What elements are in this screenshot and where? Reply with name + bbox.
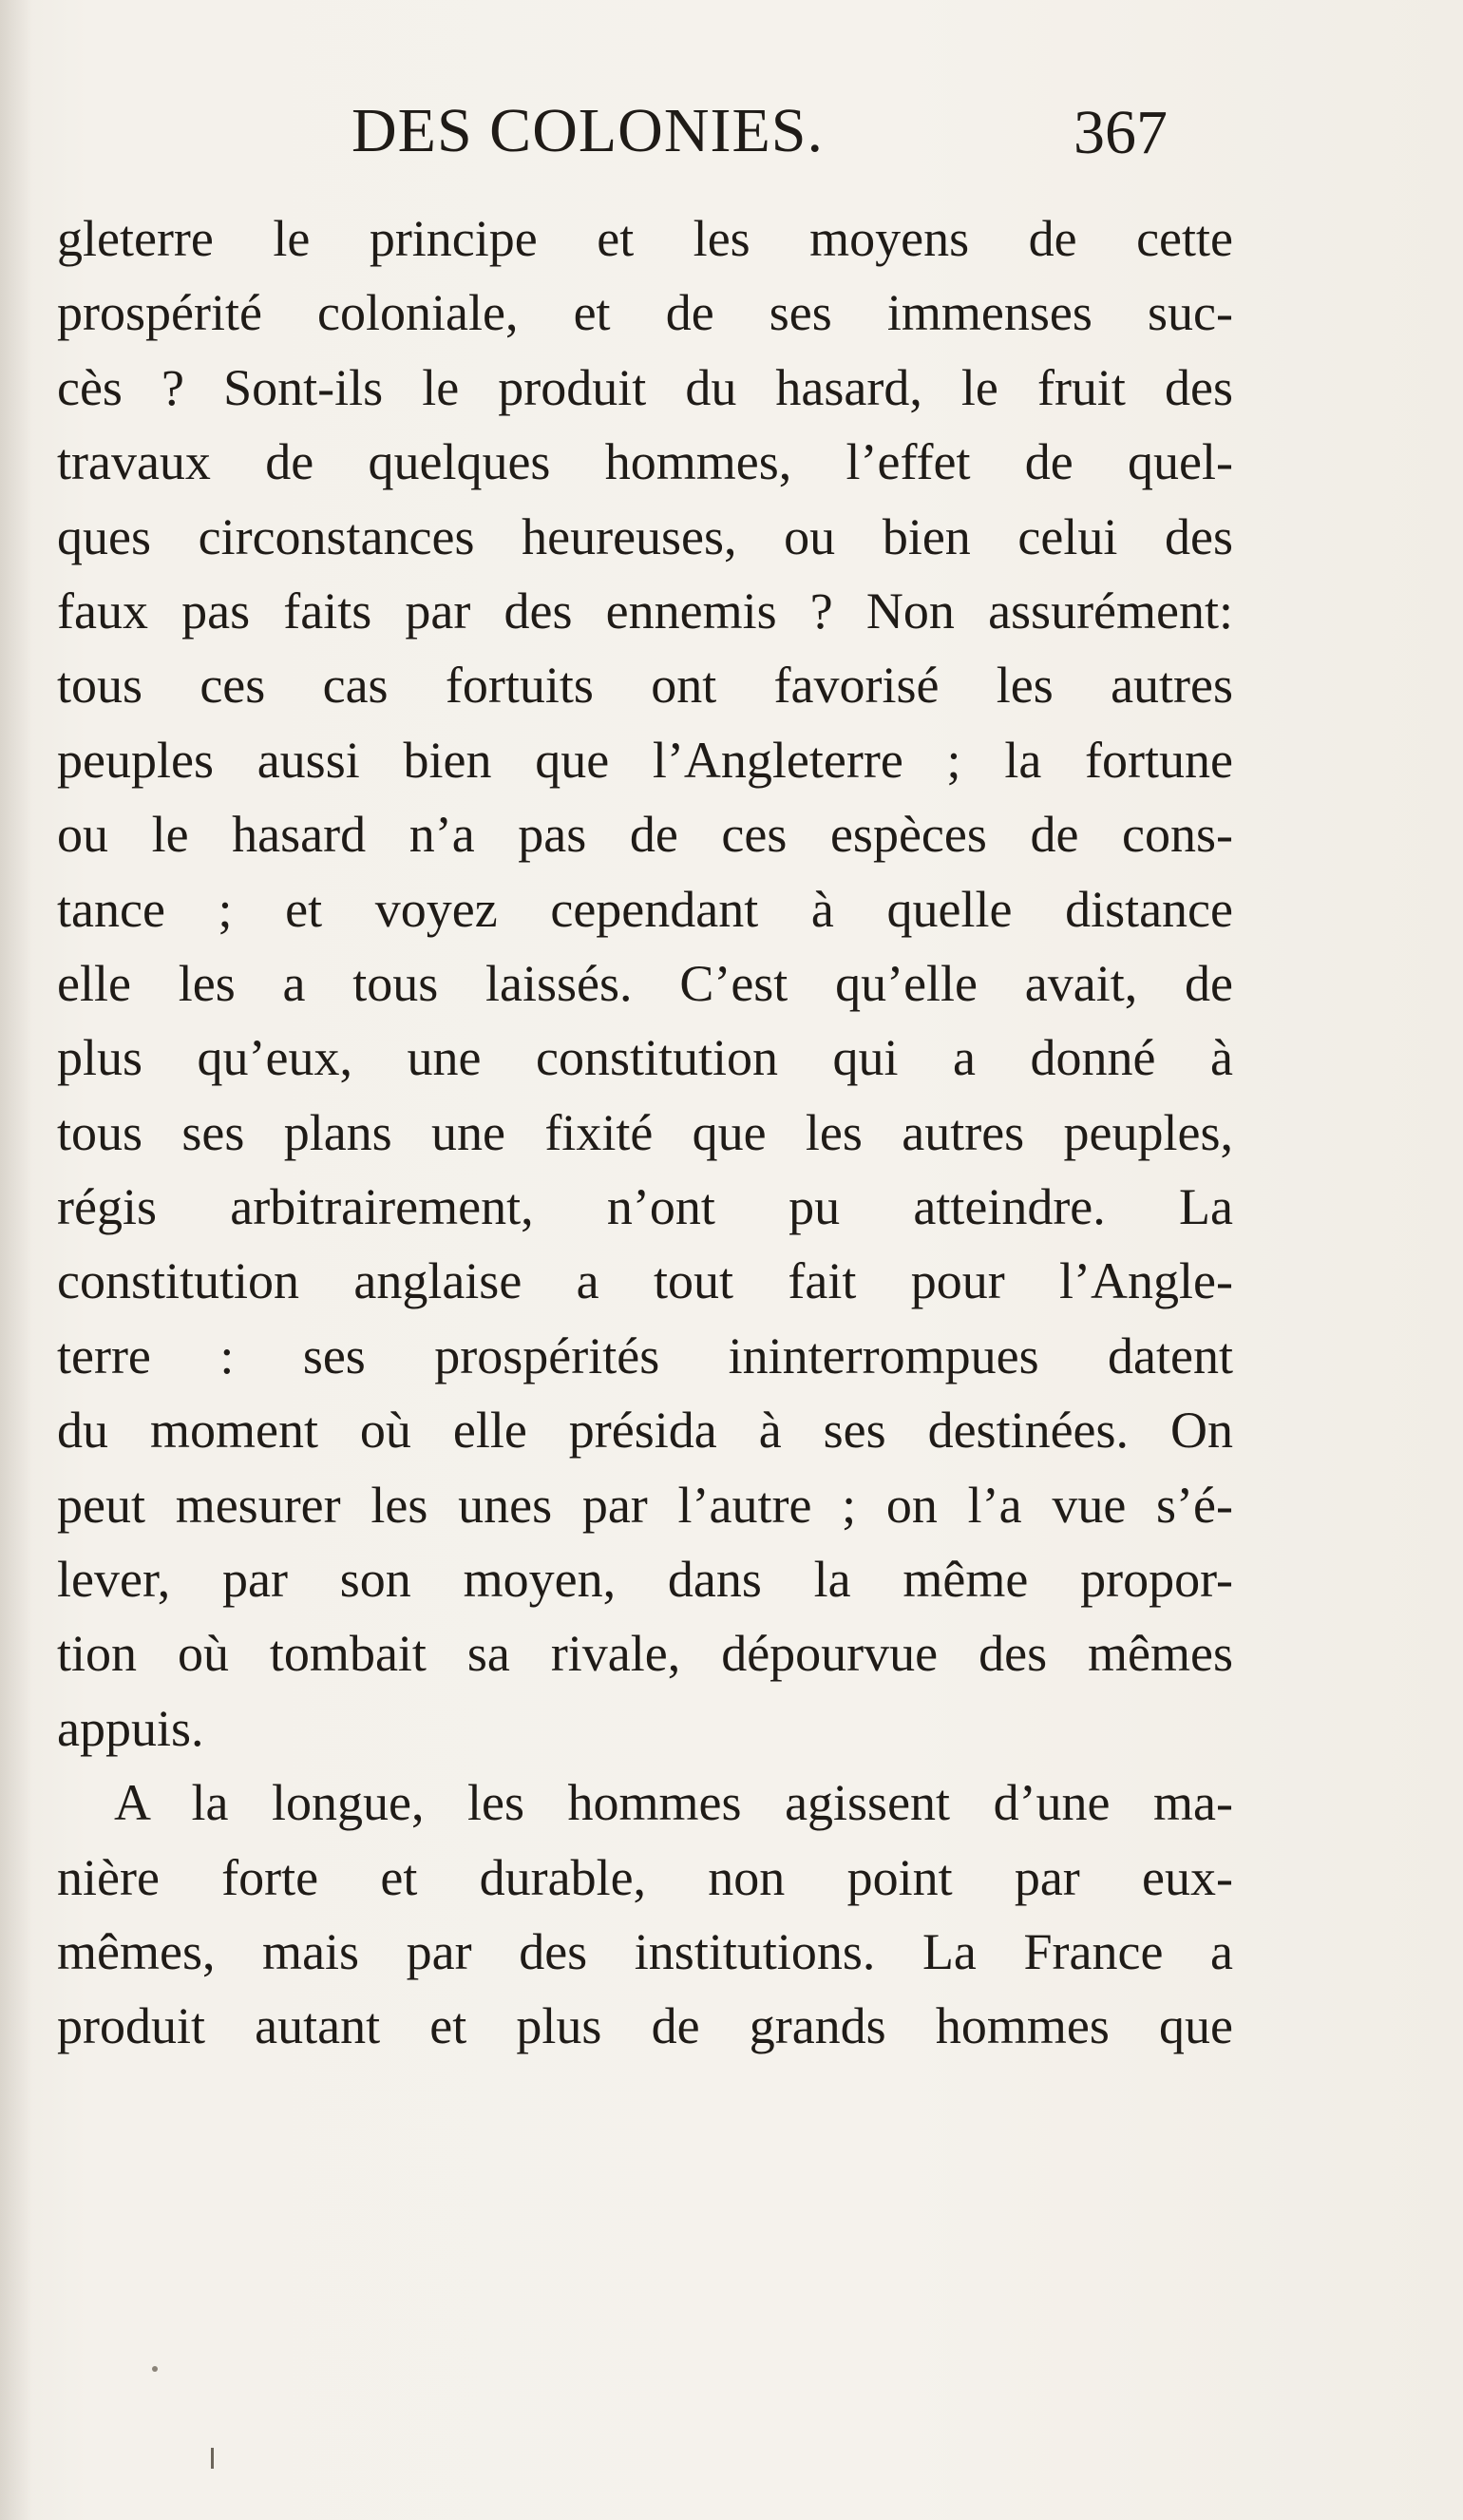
body-text [57,201,1233,2064]
paragraph-end-line: appuis. [57,1699,204,1757]
page-number: 367 [1074,98,1168,167]
paper-specks [152,2366,163,2480]
text-line: tion où tombait sa rivale, dépourvue des mêmes [57,1625,1233,1683]
text-line: du moment où elle présida à ses destinées. On [57,1402,1233,1460]
ink-speck [211,2448,214,2469]
text-line: régis arbitrairement, n’ont pu atteindre. La [57,1178,1233,1236]
text-line: ou le hasard n’a pas de ces espèces de cons- [57,806,1233,864]
text-line: gleterre le principe et les moyens de cette [57,210,1233,267]
running-title: DES COLONIES. [352,96,825,165]
text-line: prospérité coloniale, et de ses immenses suc- [57,284,1233,342]
text-line: peuples aussi bien que l’Angleterre ; la fortune [57,731,1233,789]
ink-speck [152,2366,158,2372]
text-line: lever, par son moyen, dans la même propor- [57,1551,1233,1609]
gutter-shadow [0,0,32,2520]
text-line: cès ? Sont-ils le produit du hasard, le fruit des [57,358,1233,416]
text-line: peut mesurer les unes par l’autre ; on l’a vue s’é- [57,1476,1233,1534]
text-line: produit autant et plus de grands hommes que [57,1997,1233,2055]
text-line: tous ces cas fortuits ont favorisé les autres [57,657,1233,715]
text-line: constitution anglaise a tout fait pour l’Angle- [57,1252,1233,1310]
text-line: plus qu’eux, une constitution qui a donné à [57,1029,1233,1087]
text-line: elle les a tous laissés. C’est qu’elle avait, de [57,954,1233,1012]
text-line: ques circonstances heureuses, ou bien celui des [57,507,1233,565]
text-line: nière forte et durable, non point par eux- [57,1848,1233,1906]
text-line: faux pas faits par des ennemis ? Non assurément: [57,582,1233,640]
paragraph-start-line: A la longue, les hommes agissent d’une ma- [114,1774,1233,1832]
text-line: mêmes, mais par des institutions. La France a [57,1922,1233,1980]
running-head [57,95,1273,181]
text-line: tous ses plans une fixité que les autres peuples, [57,1103,1233,1161]
text-line: terre : ses prospérités ininterrompues datent [57,1327,1233,1384]
text-line: tance ; et voyez cependant à quelle distance [57,880,1233,938]
text-line: travaux de quelques hommes, l’effet de quel- [57,433,1233,491]
